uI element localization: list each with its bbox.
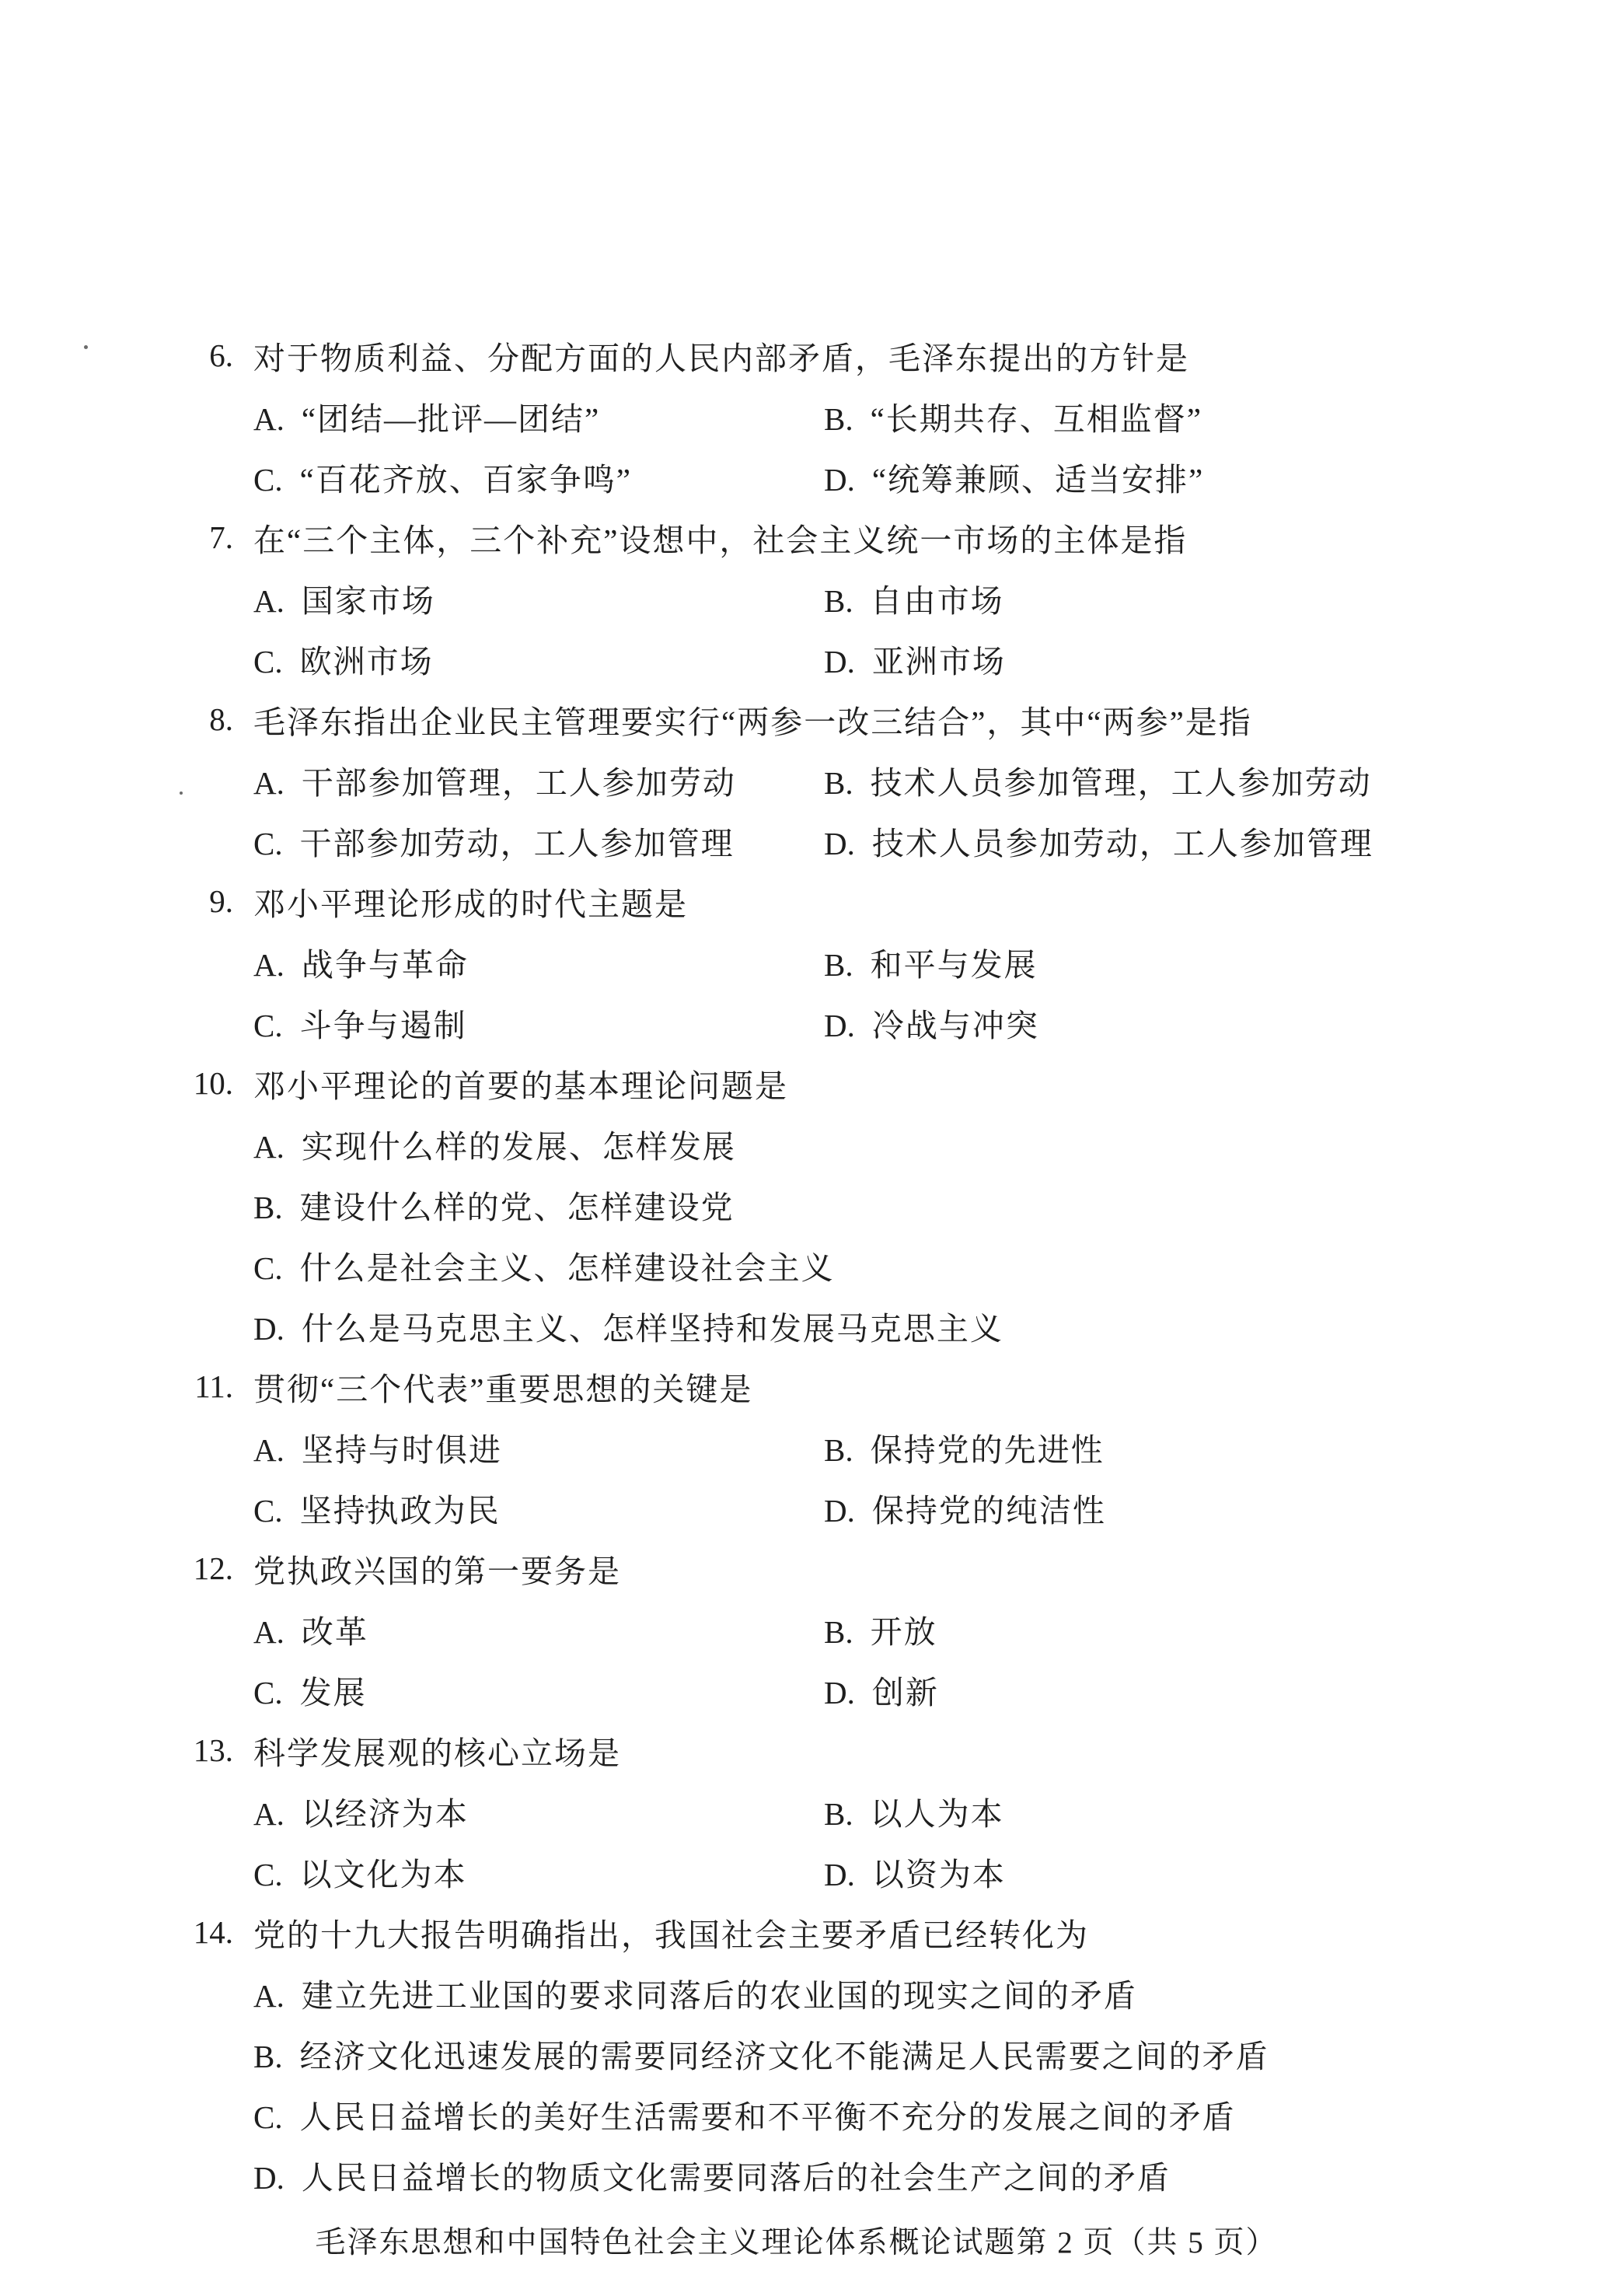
option-text: 什么是马克思主义、怎样坚持和发展马克思主义: [301, 1310, 1003, 1347]
option-b: [824, 1424, 1547, 1470]
question-stem-line: [179, 1902, 1547, 1962]
question-number: 11.: [194, 1368, 233, 1404]
option-letter: B.: [824, 400, 853, 437]
option-text: 经济文化迅速发展的需要同经济文化不能满足人民需要之间的矛盾: [299, 2038, 1269, 2074]
question-stem: 对于物质利益、分配方面的人民内部矛盾，毛泽东提出的方针是: [253, 340, 1189, 376]
question-stem-line: [179, 1538, 1547, 1599]
option-text: 建立先进工业国的要求同落后的农业国的现实之间的矛盾: [301, 1977, 1137, 2014]
option-d: [824, 1667, 1547, 1713]
option-letter: B.: [253, 2038, 283, 2074]
question-stem: 邓小平理论形成的时代主题是: [253, 886, 688, 922]
option-letter: D.: [824, 1674, 855, 1711]
option-c: [253, 1242, 1547, 1288]
option-c: [253, 1485, 824, 1531]
question-13: [179, 1720, 1547, 1902]
option-letter: A.: [253, 400, 284, 437]
option-c: [253, 636, 824, 682]
option-row: [179, 1599, 1547, 1659]
option-letter: D.: [824, 1007, 855, 1043]
option-row: [179, 1113, 1547, 1174]
question-number: 12.: [193, 1550, 233, 1586]
option-text: 战争与革命: [301, 946, 469, 983]
option-letter: A.: [253, 1431, 284, 1468]
option-text: 坚持与时俱进: [301, 1431, 502, 1468]
option-letter: C.: [253, 1492, 283, 1529]
option-a: [253, 1424, 824, 1470]
option-letter: A.: [253, 1795, 284, 1832]
question-stem: 邓小平理论的首要的基本理论问题是: [253, 1068, 788, 1104]
option-row: [179, 1235, 1547, 1295]
option-letter: B.: [824, 946, 853, 983]
question-number: 10.: [193, 1065, 233, 1101]
option-d: [253, 1303, 1547, 1349]
option-text: 干部参加劳动，工人参加管理: [299, 825, 735, 861]
option-row: [179, 2144, 1547, 2205]
option-row: [179, 1962, 1547, 2023]
question-12: [179, 1538, 1547, 1720]
option-text: 发展: [299, 1674, 367, 1711]
option-row: [179, 1174, 1547, 1235]
option-letter: D.: [253, 2159, 284, 2196]
option-letter: B.: [253, 1189, 283, 1225]
option-letter: C.: [253, 1007, 283, 1043]
question-10: [179, 1053, 1547, 1356]
option-letter: C.: [253, 1674, 283, 1711]
option-text: 建设什么样的党、怎样建设党: [299, 1189, 735, 1225]
option-text: 人民日益增长的物质文化需要同落后的社会生产之间的矛盾: [301, 2159, 1171, 2196]
option-letter: B.: [824, 1795, 853, 1832]
option-letter: A.: [253, 582, 284, 619]
option-letter: D.: [253, 1310, 284, 1347]
option-c: [253, 818, 824, 864]
question-stem-line: [179, 325, 1547, 386]
option-letter: C.: [253, 461, 283, 498]
option-text: 冷战与冲突: [871, 1007, 1039, 1043]
option-b: [253, 2031, 1547, 2077]
question-stem: 党执政兴国的第一要务是: [253, 1553, 621, 1589]
scan-speck: [84, 345, 88, 349]
option-letter: C.: [253, 1249, 283, 1286]
option-text: 保持党的先进性: [870, 1431, 1105, 1468]
option-row: [179, 992, 1547, 1053]
option-text: 亚洲市场: [871, 643, 1006, 680]
option-b: [824, 1606, 1547, 1652]
option-text: 人民日益增长的美好生活需要和不平衡不充分的发展之间的矛盾: [299, 2099, 1236, 2135]
option-row: [179, 931, 1547, 992]
option-text: 创新: [871, 1674, 939, 1711]
option-b: [824, 939, 1547, 985]
question-number: 13.: [193, 1732, 233, 1768]
option-letter: D.: [824, 461, 855, 498]
option-letter: D.: [824, 643, 855, 680]
option-text: 以经济为本: [301, 1795, 469, 1832]
option-row: [179, 1659, 1547, 1720]
option-text: 国家市场: [301, 582, 435, 619]
option-text: “长期共存、互相监督”: [870, 400, 1203, 437]
option-letter: A.: [253, 1613, 284, 1650]
question-9: [179, 871, 1547, 1053]
option-letter: B.: [824, 582, 853, 619]
question-list: [179, 325, 1547, 2205]
option-text: 什么是社会主义、怎样建设社会主义: [299, 1249, 835, 1286]
option-a: [253, 939, 824, 985]
option-row: [179, 2023, 1547, 2084]
option-d: [824, 1849, 1547, 1895]
option-row: [179, 386, 1547, 446]
question-stem: 在“三个主体，三个补充”设想中，社会主义统一市场的主体是指: [253, 522, 1188, 558]
question-6: [179, 325, 1547, 507]
option-row: [179, 1477, 1547, 1538]
option-row: [179, 1781, 1547, 1841]
option-letter: A.: [253, 1977, 284, 2014]
option-text: 干部参加管理，工人参加劳动: [301, 764, 736, 801]
option-text: 和平与发展: [870, 946, 1038, 983]
option-letter: A.: [253, 764, 284, 801]
option-b: [824, 393, 1547, 439]
option-letter: C.: [253, 643, 283, 680]
option-d: [824, 1485, 1547, 1531]
question-11: [179, 1356, 1547, 1538]
option-d: [824, 1000, 1547, 1046]
option-b: [824, 757, 1547, 803]
question-stem-line: [179, 689, 1547, 750]
option-row: [179, 568, 1547, 628]
option-text: 坚持执政为民: [299, 1492, 501, 1529]
question-stem-line: [179, 507, 1547, 568]
option-a: [253, 1606, 824, 1652]
option-a: [253, 1788, 824, 1834]
question-stem: 贯彻“三个代表”重要思想的关键是: [253, 1371, 753, 1407]
option-a: [253, 1970, 1547, 2016]
question-stem-line: [179, 1720, 1547, 1781]
option-row: [179, 446, 1547, 507]
option-letter: B.: [824, 1613, 853, 1650]
option-d: [824, 818, 1547, 864]
option-letter: C.: [253, 1856, 283, 1892]
question-stem-line: [179, 871, 1547, 931]
option-text: 以人为本: [870, 1795, 1004, 1832]
question-stem-line: [179, 1053, 1547, 1113]
option-row: [179, 810, 1547, 871]
question-8: [179, 689, 1547, 871]
option-a: [253, 1121, 1547, 1167]
option-text: 技术人员参加管理，工人参加劳动: [870, 764, 1372, 801]
option-text: 技术人员参加劳动，工人参加管理: [871, 825, 1373, 861]
option-letter: D.: [824, 825, 855, 861]
option-letter: A.: [253, 946, 284, 983]
option-letter: D.: [824, 1492, 855, 1529]
option-row: [179, 750, 1547, 810]
option-row: [179, 1841, 1547, 1902]
option-letter: C.: [253, 825, 283, 861]
option-d: [824, 636, 1547, 682]
question-number: 8.: [209, 701, 233, 737]
option-text: “统筹兼顾、适当安排”: [871, 461, 1205, 498]
option-b: [253, 1182, 1547, 1228]
question-number: 7.: [209, 519, 233, 555]
question-number: 6.: [209, 337, 233, 373]
question-stem-line: [179, 1356, 1547, 1417]
option-d: [824, 454, 1547, 500]
question-number: 14.: [193, 1914, 233, 1950]
option-text: 以资为本: [871, 1856, 1006, 1892]
question-stem: 毛泽东指出企业民主管理要实行“两参一改三结合”，其中“两参”是指: [253, 704, 1252, 740]
option-row: [179, 2084, 1547, 2144]
option-text: 实现什么样的发展、怎样发展: [301, 1128, 736, 1165]
question-14: [179, 1902, 1547, 2205]
page-footer: 毛泽东思想和中国特色社会主义理论体系概论试题第 2 页（共 5 页）: [315, 2226, 1278, 2259]
option-text: “团结—批评—团结”: [301, 400, 601, 437]
option-text: 自由市场: [870, 582, 1004, 619]
option-c: [253, 1000, 824, 1046]
option-c: [253, 2092, 1547, 2137]
option-text: 保持党的纯洁性: [871, 1492, 1106, 1529]
option-c: [253, 1849, 824, 1895]
option-text: 以文化为本: [299, 1856, 467, 1892]
option-a: [253, 393, 824, 439]
option-c: [253, 454, 824, 500]
option-row: [179, 628, 1547, 689]
option-letter: C.: [253, 2099, 283, 2135]
option-text: 改革: [301, 1613, 368, 1650]
option-text: “百花齐放、百家争鸣”: [299, 461, 633, 498]
option-b: [824, 1788, 1547, 1834]
option-letter: A.: [253, 1128, 284, 1165]
option-text: 开放: [870, 1613, 937, 1650]
option-d: [253, 2152, 1547, 2198]
option-letter: B.: [824, 764, 853, 801]
question-stem: 党的十九大报告明确指出，我国社会主要矛盾已经转化为: [253, 1917, 1089, 1953]
option-a: [253, 757, 824, 803]
question-stem: 科学发展观的核心立场是: [253, 1735, 621, 1771]
option-a: [253, 575, 824, 621]
question-number: 9.: [209, 883, 233, 919]
option-b: [824, 575, 1547, 621]
question-7: [179, 507, 1547, 689]
option-text: 欧洲市场: [299, 643, 434, 680]
option-c: [253, 1667, 824, 1713]
option-letter: D.: [824, 1856, 855, 1892]
option-row: [179, 1295, 1547, 1356]
option-text: 斗争与遏制: [299, 1007, 467, 1043]
option-letter: B.: [824, 1431, 853, 1468]
option-row: [179, 1417, 1547, 1477]
